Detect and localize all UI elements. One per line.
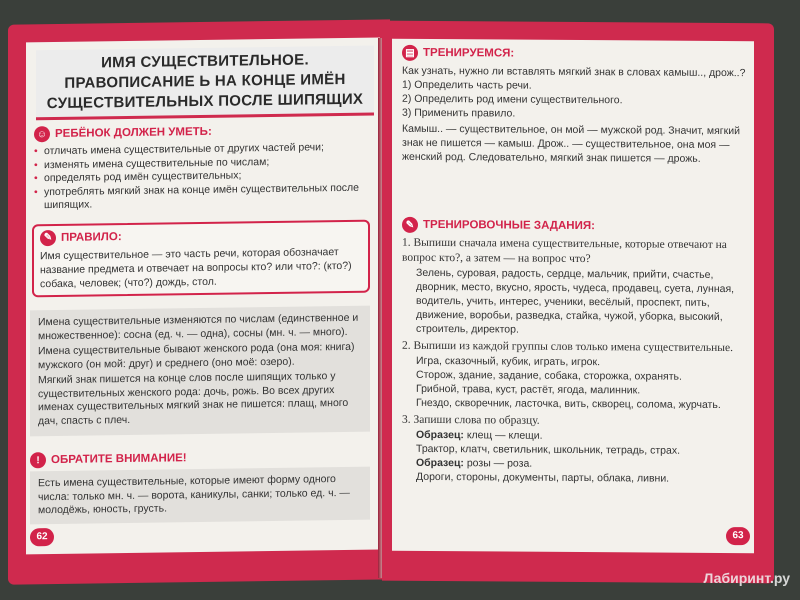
sample-text: розы — роза. (466, 457, 533, 470)
practice-step: 3) Применить правило. (402, 106, 516, 120)
practice-question: Как узнать, нужно ли вставлять мягкий знак в словах камыш.., дрож..? (402, 64, 746, 80)
rule-header: ПРАВИЛО: (61, 231, 122, 244)
watermark: Лабиринт.ру (703, 570, 790, 586)
rule-section (32, 220, 370, 298)
task-1-words: Зелень, суровая, радость, сердце, мальчик, прийти, счастье, дворник, место, вкусно, ярость, чудеса, продавец, суета, лунная, водитель, учить, интерес, ученики, весёлый, проспект, пить, движение, воробьи, разведка, стайка, чужой, уборка, высокий, строитель, директор. (416, 266, 735, 336)
task-2-line: Игра, сказочный, кубик, играть, игрок. (416, 354, 601, 369)
task-1: 1. Выпиши сначала имена существительные, которые отвечают на вопрос кто?, а затем — на вопрос что? (402, 236, 727, 266)
sample-label: Образец: (416, 456, 464, 470)
task-2-line: Грибной, трава, куст, растёт, ягода, малинник. (416, 382, 641, 397)
tasks-section (402, 217, 746, 486)
page-title (36, 46, 374, 121)
page-number: 62 (30, 528, 54, 546)
attention-text: Есть имена существительные, которые имеют форму одного числа: только мн. ч. — ворота, каникулы, санки; только ед. ч. — молодёжь, юность, грусть. (30, 467, 370, 524)
must-header: РЕБЁНОК ДОЛЖЕН УМЕТЬ: (55, 125, 212, 141)
child-icon: ☺ (34, 126, 50, 142)
owl-icon: ✎ (40, 230, 56, 246)
book-icon: ▤ (402, 45, 418, 61)
exclamation-icon: ! (30, 452, 46, 468)
words-1: Трактор, клатч, светильник, школьник, тетрадь, страх. (416, 442, 680, 457)
sample-label: Образец: (416, 428, 464, 442)
title-line-1: ИМЯ СУЩЕСТВИТЕЛЬНОЕ. (101, 51, 309, 72)
practice-explanation: Камыш.. — существительное, он мой — мужской род. Значит, мягкий знак не пишется — камыш. Дрож.. — существительное, она моя — женский род. Следовательно, мягкий знак пишется — дрожь. (402, 122, 740, 165)
left-page-content (26, 37, 380, 554)
task-3: 3. Запиши слова по образцу. (402, 413, 540, 427)
tasks-header: ТРЕНИРОВОЧНЫЕ ЗАДАНИЯ: (423, 218, 595, 233)
book-spread (0, 22, 800, 592)
practice-section (402, 45, 746, 166)
must-list (34, 141, 370, 213)
list-item: • употреблять мягкий знак на конце имён существительных после шипящих. (34, 181, 370, 213)
title-line-3: СУЩЕСТВИТЕЛЬНЫХ ПОСЛЕ ШИПЯЩИХ (46, 90, 364, 113)
page-number: 63 (726, 527, 750, 545)
rule-text: Имя существительное — это часть речи, которая обозначает название предмета и отвечает на вопросы кто? или что?: (кто?) собака, человек; (что?) дождь, стол. (40, 246, 352, 291)
must-section (34, 122, 370, 213)
sample-text: клещ — клещи. (466, 429, 543, 442)
practice-header: ТРЕНИРУЕМСЯ: (423, 46, 515, 60)
task-2: 2. Выпиши из каждой группы слов только имена существительные. (402, 339, 734, 355)
attention-header: ОБРАТИТЕ ВНИМАНИЕ! (51, 452, 187, 467)
attention-section (30, 448, 370, 524)
list-item: • отличать имена существительные от других частей речи; (34, 141, 370, 159)
paragraph: Имена существительные изменяются по числам (единственное и множественное): сосна (ед. ч. — одна), сосны (мн. ч. — много). (38, 311, 359, 342)
paragraph: Мягкий знак пишется на конце слов после шипящих только у существительных женского рода: дочь, рожь. Во всех других именах существительных мягкий знак не пишется: плащ, много дач, спасть с плеч. (38, 370, 349, 427)
task-2-line: Гнездо, скворечник, ласточка, вить, скворец, солома, журчать. (416, 396, 721, 411)
right-page (382, 21, 774, 584)
paragraph: Имена существительные бывают женского рода (она моя: книга) мужского (он мой: друг) и среднего (оно моё: озеро). (38, 340, 355, 371)
practice-step: 2) Определить род имени существительного. (402, 92, 623, 107)
pencil-icon: ✎ (402, 217, 418, 233)
main-text (30, 306, 370, 437)
right-page-content (392, 39, 754, 554)
title-line-2: ПРАВОПИСАНИЕ Ь НА КОНЦЕ ИМЁН (64, 70, 346, 92)
list-item: • определять род имён существительных; (34, 168, 370, 186)
practice-step: 1) Определить часть речи. (402, 78, 532, 92)
words-2: Дороги, стороны, документы, парты, облака, ливни. (416, 470, 670, 485)
list-item: • изменять имена существительные по числам; (34, 154, 370, 172)
left-page (8, 19, 390, 584)
task-2-line: Сторож, здание, задание, собака, сторожка, охранять. (416, 368, 682, 383)
